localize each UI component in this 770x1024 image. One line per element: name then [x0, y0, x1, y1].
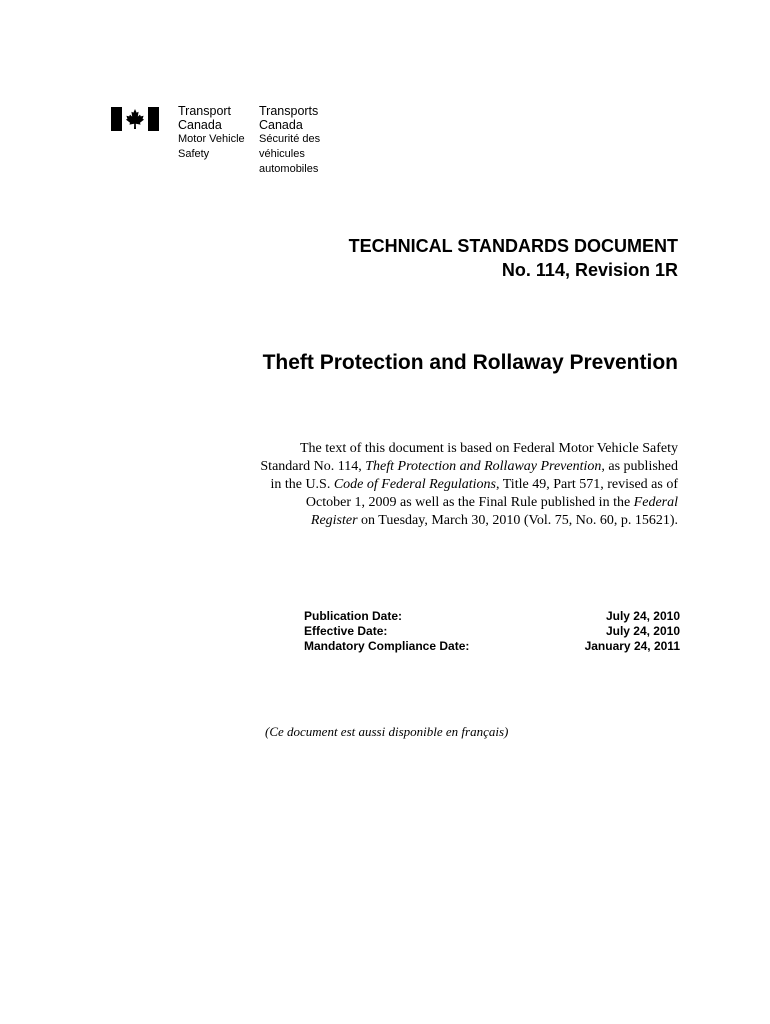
- date-row-effective: [304, 624, 680, 639]
- dates-table: [304, 609, 680, 654]
- date-row-compliance: [304, 639, 680, 654]
- dept-fr-line1: Transports: [259, 104, 319, 118]
- date-value: July 24, 2010: [605, 624, 680, 638]
- document-number: No. 114, Revision 1R: [501, 260, 678, 280]
- intro-paragraph: [258, 440, 678, 530]
- government-signature: [111, 104, 331, 176]
- date-label: Publication Date:: [304, 609, 403, 623]
- intro-text-4: on Tuesday, March 30, 2010 (Vol. 75, No. 60, p. 15621).: [357, 513, 678, 528]
- department-name-french: [259, 104, 320, 177]
- french-availability-note: (Ce document est aussi disponible en français): [265, 724, 509, 739]
- dept-fr-line3: Sécurité des: [259, 133, 321, 145]
- date-row-publication: [304, 609, 680, 624]
- intro-text-1: The text of this document is based on Federal Motor Vehicle Safety Standard No. 114,: [260, 441, 678, 474]
- dept-en-line3: Motor Vehicle: [178, 133, 245, 145]
- dept-en-line2: Canada: [178, 118, 222, 132]
- document-type-line1: TECHNICAL STANDARDS DOCUMENT: [348, 236, 678, 256]
- canada-flag-icon: [111, 107, 159, 131]
- intro-text-2: , as published in the U.S.: [270, 459, 678, 492]
- date-label: Effective Date:: [304, 624, 388, 638]
- document-type-heading: [349, 234, 678, 282]
- date-value: January 24, 2011: [584, 639, 680, 653]
- dept-fr-line5: automobiles: [259, 163, 319, 175]
- intro-cfr: Code of Federal Regulations: [333, 477, 496, 492]
- dept-en-line4: Safety: [178, 148, 210, 160]
- page-title: Theft Protection and Rollaway Prevention: [262, 351, 678, 374]
- department-name-english: [178, 104, 245, 162]
- intro-standard-title: Theft Protection and Rollaway Prevention: [365, 459, 602, 474]
- date-value: July 24, 2010: [605, 609, 680, 623]
- date-label: Mandatory Compliance Date:: [304, 639, 470, 653]
- dept-fr-line2: Canada: [259, 118, 303, 132]
- intro-text-3: , Title 49, Part 571, revised as of October 1, 2009 as well as the Final Rule published in the: [305, 477, 678, 510]
- dept-en-line1: Transport: [178, 104, 232, 118]
- dept-fr-line4: véhicules: [259, 148, 305, 160]
- intro-register: Federal Register: [310, 495, 678, 528]
